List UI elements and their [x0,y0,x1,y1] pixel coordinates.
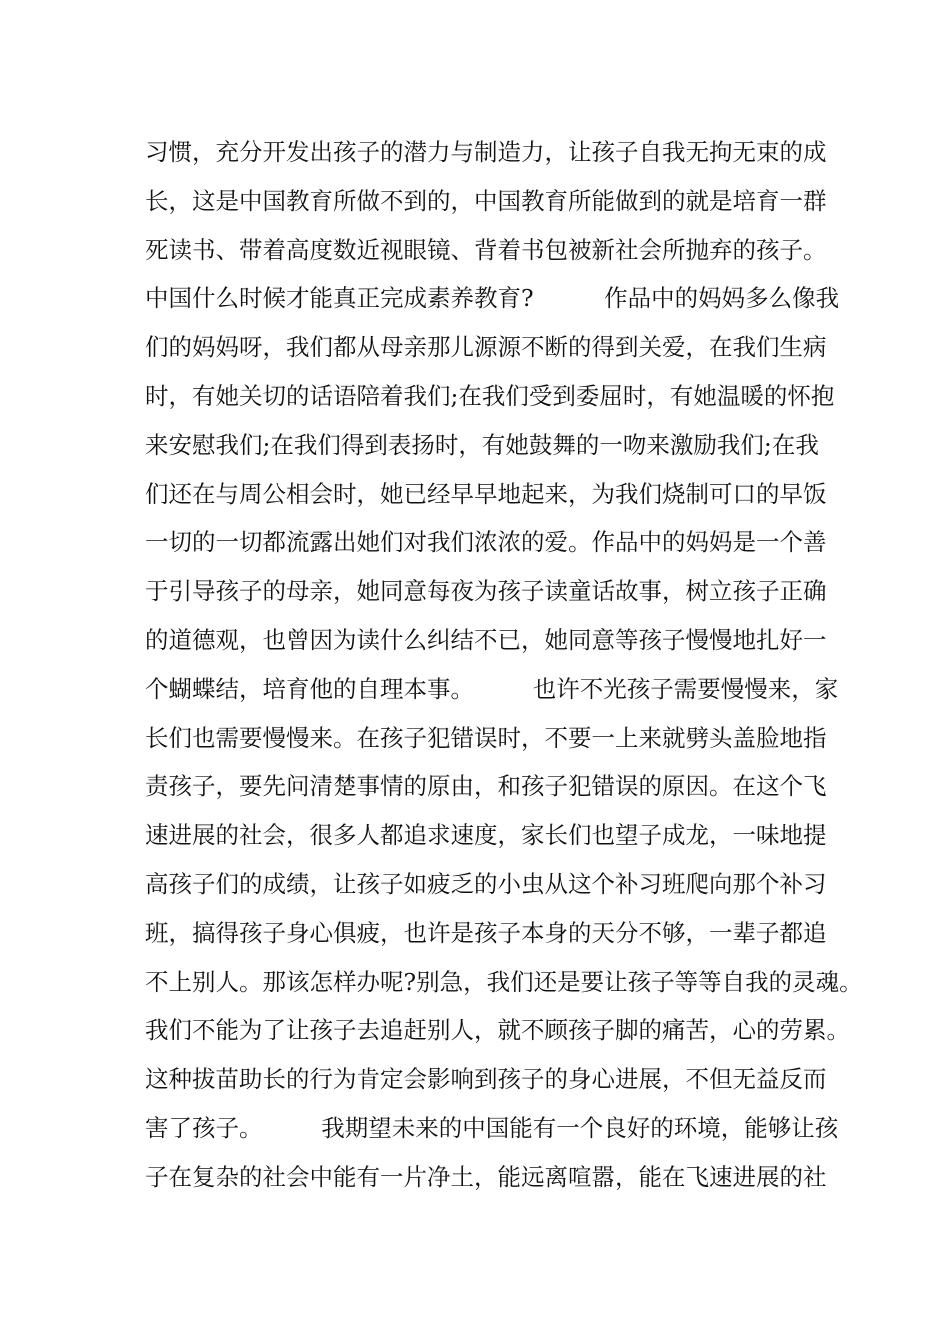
text-line-8: 们还在与周公相会时，她已经早早地起来，为我们烧制可口的早饭 [145,479,827,508]
text-line-20: 这种拔苗助长的行为肯定会影响到孩子的身心进展，不但无益反而 [145,1065,827,1094]
text-line-2: 长，这是中国教育所做不到的，中国教育所能做到的就是培育一群 [145,186,827,215]
text-line-15: 速进展的社会，很多人都追求速度，家长们也望子成龙，一味地提 [145,821,827,850]
text-line-1: 习惯，充分开发出孩子的潜力与制造力，让孩子自我无拘无束的成 [145,138,827,166]
document-text-body [145,128,863,1202]
text-line-7: 来安慰我们;在我们得到表扬时，有她鼓舞的一吻来激励我们;在我 [145,430,819,459]
text-line-4: 中国什么时候才能真正完成素养教育? 作品中的妈妈多么像我 [145,284,840,313]
text-line-17: 班，搞得孩子身心俱疲，也许是孩子本身的天分不够，一辈子都追 [145,918,827,947]
text-line-11: 的道德观，也曾因为读什么纠结不已，她同意等孩子慢慢地扎好一 [145,625,827,654]
text-line-16: 高孩子们的成绩，让孩子如疲乏的小虫从这个补习班爬向那个补习 [145,869,827,898]
text-line-22: 子在复杂的社会中能有一片净土，能远离喧嚣，能在飞速进展的社 [145,1162,827,1191]
text-line-6: 时，有她关切的话语陪着我们;在我们受到委屈时，有她温暖的怀抱 [145,381,835,410]
text-line-21: 害了孩子。 我期望未来的中国能有一个良好的环境，能够让孩 [145,1113,839,1142]
text-line-12: 个蝴蝶结，培育他的自理本事。 也许不光孩子需要慢慢来，家 [145,674,839,703]
text-line-14: 责孩子，要先问清楚事情的原由，和孩子犯错误的原因。在这个飞 [145,772,827,801]
text-line-9: 一切的一切都流露出她们对我们浓浓的爱。作品中的妈妈是一个善 [145,528,827,557]
text-line-5: 们的妈妈呀，我们都从母亲那儿源源不断的得到关爱，在我们生病 [145,333,827,362]
text-line-18: 不上别人。那该怎样办呢?别急，我们还是要让孩子等等自我的灵魂。 [145,967,863,996]
text-line-13: 长们也需要慢慢来。在孩子犯错误时，不要一上来就劈头盖脸地指 [145,723,827,752]
text-line-3: 死读书、带着高度数近视眼镜、背着书包被新社会所抛弃的孩子。 [145,235,827,264]
text-line-19: 我们不能为了让孩子去追赶别人，就不顾孩子脚的痛苦，心的劳累。 [145,1016,850,1045]
text-line-10: 于引导孩子的母亲，她同意每夜为孩子读童话故事，树立孩子正确 [145,577,827,606]
